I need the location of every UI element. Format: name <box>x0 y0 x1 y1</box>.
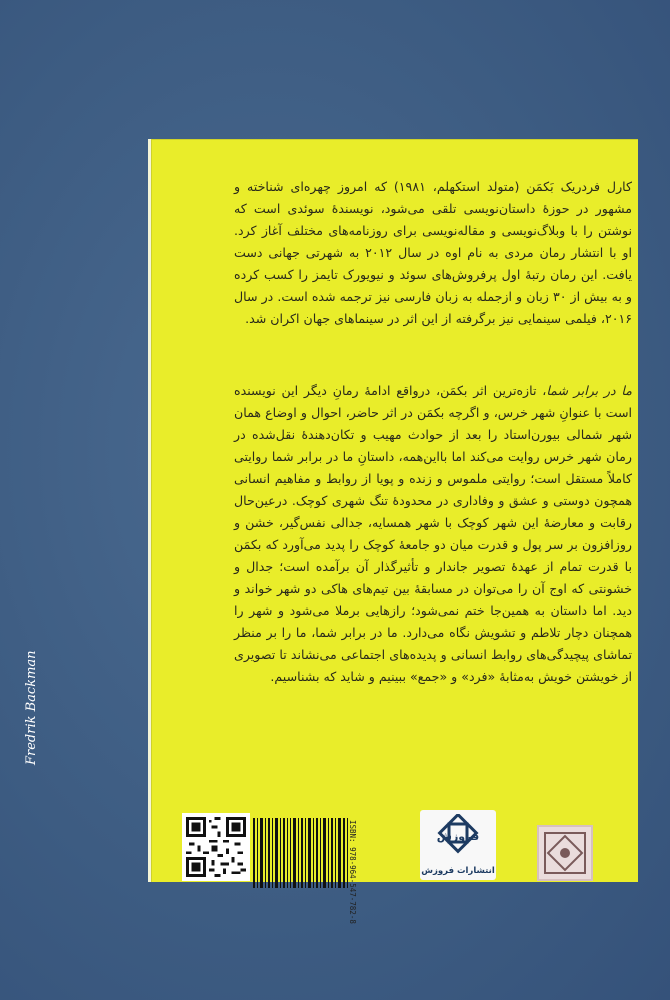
summary-body: ، تازه‌ترین اثر بکمَن، درواقع ادامهٔ رمانِ دیگر این نویسنده است با عنوانِ شهر خرس، و اگرچه بکمَن در اثر حاضر، احوال و اوضاع همان شهر شمالی بیورن‌استاد را بعد از حوادث مهیب و تکان‌دهندهٔ نقل‌شده در رمان شهر خرس روایت می‌کند اما بااین‌همه، داستانِ ما در برابر شما روایتی کاملاً مستقل است؛ روایتی ملموس و زنده و پویا از روابط و مفاهیم انسانی همچون دوستی و عشق و وفاداری در محدودهٔ تنگ شهری کوچک. درعین‌حال رقابت و معارضهٔ این شهر کوچک با شهر همسایه، جدالی نفس‌گیر، خشن و روزافزون بر سر پول و قدرت میان دو جامعهٔ کوچک را پدید می‌آورد که بکمَن با قدرت تمام از عهدهٔ تصویر جاندار و تأثیرگذار آن برآمده است؛ جدال و خشونتی که اوج آن را می‌توان در مسابقهٔ بین تیم‌های هاکی دو شهر خواند و دید. اما داستان به همین‌جا ختم نمی‌شود؛ رازهایی برملا می‌شود و شهر را همچنان دچار تلاطم و تشویش نگاه می‌دارد. ما در برابر شما، ما را بر منظر تماشای پیچیدگی‌های روابط انسانی و پدیده‌های اجتماعی می‌نشاند تا تصویری از خویشتن خویش به‌مثابهٔ «فرد» و «جمع» ببینیم و شاید که بشناسیم. <box>234 383 632 684</box>
ornament-emblem <box>537 825 593 881</box>
publisher-name: انتشارات فروزش <box>421 866 495 876</box>
barcode-bars <box>253 818 353 888</box>
book-title-inline: ما در برابر شما <box>546 383 632 398</box>
publisher-logo <box>420 810 496 880</box>
isbn-number: ISBN: 978-964-547-782-8 <box>348 820 357 924</box>
publisher-emblem-icon <box>433 814 483 860</box>
qr-code <box>182 813 250 881</box>
summary-text <box>234 380 632 688</box>
book-summary-paragraph <box>234 380 632 688</box>
author-bio-paragraph <box>234 176 632 330</box>
bio-text: کارل فردریک بَکمَن (متولد استکهلم، ۱۹۸۱) که امروز چهره‌ای شناخته و مشهور در حوزهٔ داستان‌نویسی تلقی می‌شود، نویسندهٔ سوئدی است که نوشتن را با وبلاگ‌نویسی و مقاله‌نویسی برای روزنامه‌های مختلف آغاز کرد. او با انتشار رمان مردی به نام اوه در سال ۲۰۱۲ به شهرتی جهانی دست یافت. این رمان رتبهٔ اول پرفروش‌های سوئد و نیویورک تایمز را کسب کرده و به بیش از ۳۰ زبان و ازجمله به زبان فارسی نیز ترجمه شده است. در سال ۲۰۱۶، فیلمی سینمایی نیز برگرفته از این اثر در سینماهای جهان اکران شد. <box>234 179 633 326</box>
handwritten-signature: Fredrik Backman <box>24 650 39 765</box>
ornament-icon <box>539 827 591 879</box>
publisher-logo-word: فروزش <box>436 830 480 843</box>
isbn-barcode <box>253 808 393 924</box>
